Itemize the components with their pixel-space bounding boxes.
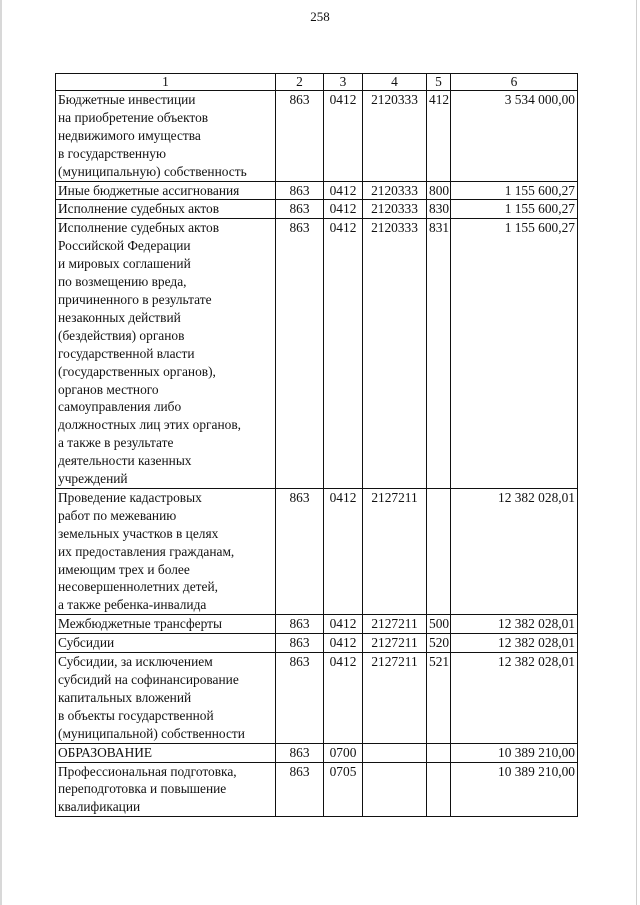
row-ved-cell: 863 bbox=[276, 91, 324, 182]
row-vr-cell bbox=[427, 488, 451, 614]
table-row bbox=[56, 181, 578, 200]
table-row bbox=[56, 615, 578, 634]
row-rz-cell: 0412 bbox=[324, 634, 363, 653]
row-vr-cell bbox=[427, 762, 451, 817]
row-rz-cell: 0705 bbox=[324, 762, 363, 817]
table-row bbox=[56, 653, 578, 744]
row-csr-cell: 2120333 bbox=[363, 181, 427, 200]
column-header: 4 bbox=[363, 74, 427, 91]
row-vr-cell bbox=[427, 743, 451, 762]
row-name-cell: ОБРАЗОВАНИЕ bbox=[56, 743, 276, 762]
row-ved-cell: 863 bbox=[276, 200, 324, 219]
header-row bbox=[56, 74, 578, 91]
row-name-cell: Субсидии, за исключением субсидий на софинансирование капитальных вложений в объекты государственной (муниципальной) собственности bbox=[56, 653, 276, 744]
row-sum-cell: 12 382 028,01 bbox=[451, 634, 578, 653]
row-vr-cell: 800 bbox=[427, 181, 451, 200]
row-sum-cell: 10 389 210,00 bbox=[451, 743, 578, 762]
row-rz-cell: 0412 bbox=[324, 200, 363, 219]
row-rz-cell: 0412 bbox=[324, 488, 363, 614]
row-ved-cell: 863 bbox=[276, 634, 324, 653]
row-csr-cell bbox=[363, 743, 427, 762]
row-ved-cell: 863 bbox=[276, 181, 324, 200]
row-vr-cell: 831 bbox=[427, 219, 451, 489]
table-row bbox=[56, 762, 578, 817]
table-row bbox=[56, 634, 578, 653]
row-csr-cell: 2127211 bbox=[363, 488, 427, 614]
row-name-cell: Иные бюджетные ассигнования bbox=[56, 181, 276, 200]
column-header: 2 bbox=[276, 74, 324, 91]
budget-table bbox=[55, 73, 578, 817]
column-header: 3 bbox=[324, 74, 363, 91]
row-csr-cell: 2127211 bbox=[363, 615, 427, 634]
row-csr-cell: 2127211 bbox=[363, 634, 427, 653]
table-row bbox=[56, 743, 578, 762]
row-name-cell: Проведение кадастровых работ по межеванию земельных участков в целях их предоставления гражданам, имеющим трех и более несовершеннолетних детей, а также ребенка-инвалида bbox=[56, 488, 276, 614]
row-csr-cell: 2127211 bbox=[363, 653, 427, 744]
table-row bbox=[56, 200, 578, 219]
row-ved-cell: 863 bbox=[276, 219, 324, 489]
row-name-cell: Исполнение судебных актов Российской Федерации и мировых соглашений по возмещению вреда, причиненного в результате незаконных действий (бездействия) органов государственной власти (государственных органов), органов местного самоуправления либо должностных лиц этих органов, а также в результате деятельности казенных учреждений bbox=[56, 219, 276, 489]
row-vr-cell: 500 bbox=[427, 615, 451, 634]
page-number: 258 bbox=[310, 9, 330, 24]
row-sum-cell: 1 155 600,27 bbox=[451, 200, 578, 219]
row-sum-cell: 1 155 600,27 bbox=[451, 181, 578, 200]
row-vr-cell: 520 bbox=[427, 634, 451, 653]
table-row bbox=[56, 91, 578, 182]
row-rz-cell: 0412 bbox=[324, 91, 363, 182]
column-header: 1 bbox=[56, 74, 276, 91]
row-ved-cell: 863 bbox=[276, 488, 324, 614]
table-row bbox=[56, 219, 578, 489]
column-header: 5 bbox=[427, 74, 451, 91]
row-sum-cell: 10 389 210,00 bbox=[451, 762, 578, 817]
column-header: 6 bbox=[451, 74, 578, 91]
row-csr-cell: 2120333 bbox=[363, 219, 427, 489]
table-row bbox=[56, 488, 578, 614]
row-vr-cell: 521 bbox=[427, 653, 451, 744]
row-csr-cell bbox=[363, 762, 427, 817]
row-sum-cell: 1 155 600,27 bbox=[451, 219, 578, 489]
row-sum-cell: 3 534 000,00 bbox=[451, 91, 578, 182]
scan-edge-left bbox=[0, 0, 2, 905]
row-rz-cell: 0412 bbox=[324, 181, 363, 200]
row-ved-cell: 863 bbox=[276, 762, 324, 817]
row-rz-cell: 0700 bbox=[324, 743, 363, 762]
row-name-cell: Бюджетные инвестиции на приобретение объектов недвижимого имущества в государственную (муниципальную) собственность bbox=[56, 91, 276, 182]
row-name-cell: Межбюджетные трансферты bbox=[56, 615, 276, 634]
row-sum-cell: 12 382 028,01 bbox=[451, 653, 578, 744]
row-ved-cell: 863 bbox=[276, 615, 324, 634]
row-rz-cell: 0412 bbox=[324, 219, 363, 489]
row-name-cell: Субсидии bbox=[56, 634, 276, 653]
row-name-cell: Исполнение судебных актов bbox=[56, 200, 276, 219]
row-rz-cell: 0412 bbox=[324, 615, 363, 634]
scan-edge-right bbox=[636, 0, 637, 905]
row-ved-cell: 863 bbox=[276, 653, 324, 744]
row-vr-cell: 412 bbox=[427, 91, 451, 182]
row-csr-cell: 2120333 bbox=[363, 200, 427, 219]
row-sum-cell: 12 382 028,01 bbox=[451, 615, 578, 634]
row-ved-cell: 863 bbox=[276, 743, 324, 762]
row-name-cell: Профессиональная подготовка, переподготовка и повышение квалификации bbox=[56, 762, 276, 817]
row-vr-cell: 830 bbox=[427, 200, 451, 219]
table-body bbox=[56, 91, 578, 817]
row-rz-cell: 0412 bbox=[324, 653, 363, 744]
row-csr-cell: 2120333 bbox=[363, 91, 427, 182]
row-sum-cell: 12 382 028,01 bbox=[451, 488, 578, 614]
